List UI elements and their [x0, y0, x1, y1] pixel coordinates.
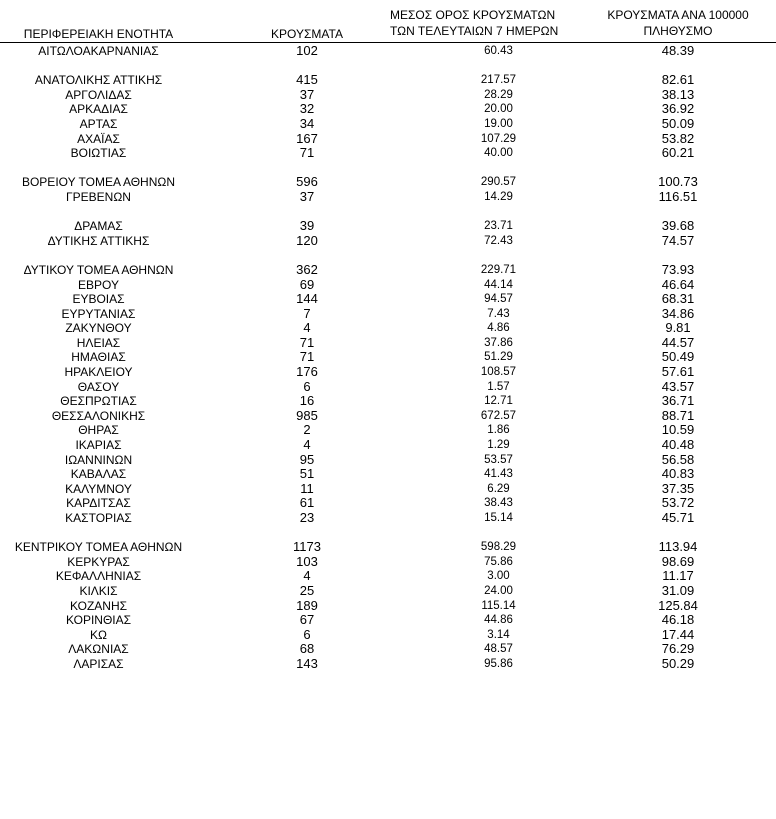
per100k-cell: 36.71 — [661, 394, 695, 409]
cases-cell: 16 — [299, 394, 315, 409]
per100k-cell: 74.57 — [661, 233, 695, 248]
avg7-cell: 7.43 — [487, 307, 510, 320]
header-per-line2: ΠΛΗΘΥΣΜΟ — [643, 24, 713, 38]
per100k-cell: 53.82 — [661, 131, 695, 146]
avg7-cell: 20.00 — [484, 103, 513, 116]
spacer-cell — [197, 526, 417, 541]
table-row — [0, 569, 776, 584]
avg7-cell: 3.00 — [487, 570, 510, 583]
cases-cell: 39 — [299, 219, 315, 234]
spacer-cell — [417, 161, 580, 176]
per100k-cell: 50.29 — [661, 656, 695, 671]
avg7-cell: 37.86 — [484, 336, 513, 349]
avg7-cell: 107.29 — [480, 132, 517, 145]
spacer-cell — [197, 248, 417, 263]
table-row — [0, 657, 776, 672]
cases-cell: 189 — [296, 598, 318, 613]
avg7-cell: 72.43 — [484, 234, 513, 247]
region-cell: ΑΡΤΑΣ — [79, 116, 118, 131]
avg7-cell: 41.43 — [484, 468, 513, 481]
table-row — [0, 336, 776, 351]
spacer-cell — [0, 248, 197, 263]
spacer-cell — [0, 205, 197, 220]
cases-cell: 95 — [299, 452, 315, 467]
header-region: ΠΕΡΙΦΕΡΕΙΑΚΗ ΕΝΟΤΗΤΑ — [23, 27, 174, 41]
table-row — [0, 234, 776, 249]
cases-cell: 167 — [296, 131, 318, 146]
region-cell: ΘΗΡΑΣ — [78, 423, 119, 438]
spacer-cell — [417, 526, 580, 541]
table-row — [0, 599, 776, 614]
cases-cell: 362 — [296, 262, 318, 277]
per100k-cell: 10.59 — [661, 423, 695, 438]
per100k-cell: 88.71 — [661, 408, 695, 423]
region-cell: ΒΟΡΕΙΟΥ ΤΟΜΕΑ ΑΘΗΝΩΝ — [21, 175, 176, 190]
header-avg-line2: ΤΩΝ ΤΕΛΕΥΤΑΙΩΝ 7 ΗΜΕΡΩΝ — [390, 24, 559, 38]
cases-cell: 144 — [296, 292, 318, 307]
avg7-cell: 23.71 — [484, 220, 513, 233]
per100k-cell: 17.44 — [661, 627, 695, 642]
avg7-cell: 1.86 — [487, 424, 510, 437]
region-cell: ΑΡΓΟΛΙΔΑΣ — [65, 87, 132, 102]
avg7-cell: 217.57 — [480, 74, 517, 87]
spacer-cell — [197, 205, 417, 220]
region-cell: ΕΥΒΟΙΑΣ — [72, 292, 125, 307]
table-row — [0, 175, 776, 190]
region-cell: ΚΙΛΚΙΣ — [79, 583, 118, 598]
cases-cell: 11 — [300, 481, 314, 496]
spacer-cell — [580, 248, 776, 263]
cases-cell: 415 — [296, 73, 318, 88]
cases-cell: 67 — [299, 613, 315, 628]
avg7-cell: 14.29 — [484, 190, 513, 203]
table-row — [0, 102, 776, 117]
per100k-cell: 60.21 — [661, 146, 695, 161]
table-row — [0, 73, 776, 88]
table-row — [0, 350, 776, 365]
region-cell: ΚΩ — [90, 627, 107, 642]
avg7-cell: 229.71 — [480, 263, 517, 276]
avg7-cell: 95.86 — [484, 657, 513, 670]
avg7-cell: 15.14 — [484, 512, 513, 524]
region-cell: ΚΑΡΔΙΤΣΑΣ — [66, 496, 131, 511]
region-cell: ΔΥΤΙΚΟΥ ΤΟΜΕΑ ΑΘΗΝΩΝ — [23, 262, 174, 277]
region-cell: ΔΡΑΜΑΣ — [74, 219, 123, 234]
region-cell: ΔΥΤΙΚΗΣ ΑΤΤΙΚΗΣ — [47, 233, 150, 248]
cases-cell: 37 — [299, 189, 315, 204]
region-cell: ΚΕΦΑΛΛΗΝΙΑΣ — [55, 569, 142, 584]
spacer-cell — [0, 59, 197, 74]
avg7-cell: 24.00 — [484, 584, 513, 597]
table-row — [0, 613, 776, 628]
region-cell: ΗΛΕΙΑΣ — [76, 335, 121, 350]
per100k-cell: 100.73 — [658, 175, 698, 190]
region-cell: ΘΕΣΠΡΩΤΙΑΣ — [60, 394, 137, 409]
spacer-cell — [417, 248, 580, 263]
per100k-cell: 31.09 — [661, 583, 695, 598]
cases-cell: 61 — [299, 496, 315, 511]
avg7-cell: 60.43 — [484, 45, 513, 57]
cases-cell: 143 — [296, 656, 318, 671]
avg7-cell: 51.29 — [484, 351, 513, 364]
region-cell: ΚΕΡΚΥΡΑΣ — [67, 554, 130, 569]
spacer-row — [0, 526, 776, 541]
avg7-cell: 290.57 — [480, 176, 517, 189]
table-row — [0, 132, 776, 147]
region-cell: ΕΒΡΟΥ — [78, 277, 119, 292]
table-row — [0, 394, 776, 409]
per100k-cell: 36.92 — [661, 102, 695, 117]
table-row — [0, 511, 776, 526]
spacer-cell — [580, 59, 776, 74]
region-cell: ΚΑΣΤΟΡΙΑΣ — [65, 511, 132, 525]
region-cell: ΚΕΝΤΡΙΚΟΥ ΤΟΜΕΑ ΑΘΗΝΩΝ — [14, 540, 183, 555]
cases-table-body — [0, 44, 776, 672]
region-cell: ΚΑΛΥΜΝΟΥ — [65, 481, 132, 496]
per100k-cell: 11.17 — [662, 569, 694, 584]
table-row — [0, 190, 776, 205]
per100k-cell: 40.83 — [661, 467, 695, 482]
avg7-cell: 38.43 — [484, 497, 513, 510]
spacer-row — [0, 248, 776, 263]
per100k-cell: 98.69 — [661, 554, 695, 569]
region-cell: ΛΑΡΙΣΑΣ — [73, 656, 124, 671]
cases-cell: 4 — [303, 321, 311, 336]
region-cell: ΖΑΚΥΝΘΟΥ — [65, 321, 132, 336]
per100k-cell: 76.29 — [661, 642, 695, 657]
region-cell: ΙΚΑΡΙΑΣ — [75, 438, 122, 453]
cases-cell: 32 — [299, 102, 315, 117]
cases-cell: 176 — [296, 365, 318, 380]
per100k-cell: 39.68 — [661, 219, 695, 234]
per100k-cell: 57.61 — [661, 365, 695, 380]
per100k-cell: 45.71 — [661, 511, 695, 525]
per100k-cell: 50.09 — [661, 116, 695, 131]
cases-cell: 51 — [299, 467, 315, 482]
table-row — [0, 146, 776, 161]
spacer-cell — [197, 161, 417, 176]
spacer-cell — [580, 161, 776, 176]
avg7-cell: 1.29 — [487, 439, 510, 452]
spacer-cell — [580, 526, 776, 541]
cases-cell: 71 — [299, 335, 315, 350]
per100k-cell: 53.72 — [661, 496, 695, 511]
cases-cell: 4 — [303, 569, 311, 584]
table-row — [0, 496, 776, 511]
spacer-row — [0, 59, 776, 74]
cases-cell: 6 — [303, 379, 311, 394]
header-avg-line1: ΜΕΣΟΣ ΟΡΟΣ ΚΡΟΥΣΜΑΤΩΝ — [390, 8, 556, 22]
table-row — [0, 423, 776, 438]
per100k-cell: 40.48 — [661, 438, 695, 453]
cases-cell: 7 — [303, 306, 311, 321]
per100k-cell: 73.93 — [661, 262, 695, 277]
table-row — [0, 365, 776, 380]
cases-cell: 103 — [296, 554, 318, 569]
header-divider — [0, 42, 776, 43]
region-cell: ΑΡΚΑΔΙΑΣ — [69, 102, 128, 117]
avg7-cell: 1.57 — [487, 380, 510, 393]
region-cell: ΑΧΑΪΑΣ — [77, 131, 120, 146]
per100k-cell: 48.39 — [661, 44, 695, 58]
cases-cell: 71 — [299, 146, 315, 161]
table-row — [0, 292, 776, 307]
avg7-cell: 598.29 — [480, 541, 517, 554]
table-row — [0, 555, 776, 570]
cases-cell: 102 — [296, 44, 318, 58]
cases-cell: 120 — [296, 233, 318, 248]
avg7-cell: 115.14 — [481, 599, 516, 612]
cases-cell: 68 — [299, 642, 315, 657]
table-row — [0, 321, 776, 336]
cases-table — [0, 44, 776, 672]
table-row — [0, 380, 776, 395]
header-per-line1: ΚΡΟΥΣΜΑΤΑ ΑΝΑ 100000 — [607, 8, 749, 22]
spacer-row — [0, 161, 776, 176]
region-cell: ΛΑΚΩΝΙΑΣ — [68, 642, 129, 657]
avg7-cell: 44.86 — [484, 614, 513, 627]
per100k-cell: 125.84 — [658, 598, 698, 613]
avg7-cell: 53.57 — [484, 453, 513, 466]
cases-cell: 34 — [299, 116, 315, 131]
per100k-cell: 43.57 — [661, 379, 695, 394]
spacer-cell — [0, 161, 197, 176]
table-row — [0, 453, 776, 468]
avg7-cell: 28.29 — [484, 88, 513, 101]
per100k-cell: 82.61 — [661, 73, 695, 88]
cases-cell: 25 — [299, 583, 315, 598]
cases-cell: 69 — [299, 277, 315, 292]
spacer-cell — [197, 59, 417, 74]
per100k-cell: 46.64 — [661, 277, 695, 292]
per100k-cell: 116.51 — [658, 189, 698, 204]
avg7-cell: 19.00 — [484, 117, 513, 130]
avg7-cell: 94.57 — [484, 293, 513, 306]
cases-cell: 985 — [296, 408, 318, 423]
region-cell: ΚΟΡΙΝΘΙΑΣ — [65, 613, 132, 628]
table-row — [0, 438, 776, 453]
cases-cell: 71 — [299, 350, 315, 365]
cases-cell: 2 — [303, 423, 311, 438]
region-cell: ΗΜΑΘΙΑΣ — [71, 350, 126, 365]
avg7-cell: 75.86 — [484, 555, 513, 568]
avg7-cell: 3.14 — [487, 628, 510, 641]
avg7-cell: 40.00 — [484, 147, 513, 160]
region-cell: ΑΝΑΤΟΛΙΚΗΣ ΑΤΤΙΚΗΣ — [34, 73, 163, 88]
avg7-cell: 108.57 — [480, 366, 517, 379]
region-cell: ΚΟΖΑΝΗΣ — [69, 598, 128, 613]
table-row — [0, 642, 776, 657]
region-cell: ΑΙΤΩΛΟΑΚΑΡΝΑΝΙΑΣ — [38, 44, 159, 58]
table-row — [0, 263, 776, 278]
per100k-cell: 44.57 — [661, 335, 695, 350]
cases-cell: 596 — [296, 175, 318, 190]
avg7-cell: 672.57 — [480, 409, 517, 422]
per100k-cell: 56.58 — [661, 452, 695, 467]
region-cell: ΗΡΑΚΛΕΙΟΥ — [64, 365, 133, 380]
region-cell: ΙΩΑΝΝΙΝΩΝ — [64, 452, 133, 467]
spacer-cell — [417, 59, 580, 74]
region-cell: ΘΑΣΟΥ — [77, 379, 120, 394]
table-row — [0, 409, 776, 424]
per100k-cell: 9.81 — [665, 321, 691, 336]
avg7-cell: 6.29 — [487, 482, 510, 495]
table-row — [0, 482, 776, 497]
per100k-cell: 68.31 — [661, 292, 695, 307]
per100k-cell: 37.35 — [661, 481, 695, 496]
table-row — [0, 88, 776, 103]
avg7-cell: 4.86 — [487, 322, 510, 335]
region-cell: ΒΟΙΩΤΙΑΣ — [70, 146, 127, 161]
cases-cell: 23 — [299, 511, 315, 525]
table-row — [0, 584, 776, 599]
region-cell: ΚΑΒΑΛΑΣ — [70, 467, 127, 482]
table-row — [0, 219, 776, 234]
table-row — [0, 628, 776, 643]
cases-cell: 4 — [303, 438, 311, 453]
region-cell: ΘΕΣΣΑΛΟΝΙΚΗΣ — [51, 408, 146, 423]
table-row — [0, 307, 776, 322]
per100k-cell: 38.13 — [661, 87, 695, 102]
cases-cell: 1173 — [293, 540, 321, 555]
table-row — [0, 44, 776, 59]
spacer-cell — [417, 205, 580, 220]
table-row — [0, 117, 776, 132]
cases-cell: 37 — [299, 87, 315, 102]
per100k-cell: 46.18 — [661, 613, 695, 628]
avg7-cell: 48.57 — [484, 643, 513, 656]
spacer-row — [0, 205, 776, 220]
table-row — [0, 278, 776, 293]
header-cases: ΚΡΟΥΣΜΑΤΑ — [271, 27, 343, 41]
spacer-cell — [0, 526, 197, 541]
region-cell: ΓΡΕΒΕΝΩΝ — [66, 189, 131, 204]
table-row — [0, 467, 776, 482]
per100k-cell: 50.49 — [661, 350, 695, 365]
table-row — [0, 540, 776, 555]
avg7-cell: 44.14 — [484, 278, 513, 291]
spacer-cell — [580, 205, 776, 220]
per100k-cell: 113.94 — [658, 540, 698, 555]
avg7-cell: 12.71 — [484, 395, 513, 408]
per100k-cell: 34.86 — [661, 306, 695, 321]
region-cell: ΕΥΡΥΤΑΝΙΑΣ — [61, 306, 136, 321]
cases-cell: 6 — [303, 627, 311, 642]
